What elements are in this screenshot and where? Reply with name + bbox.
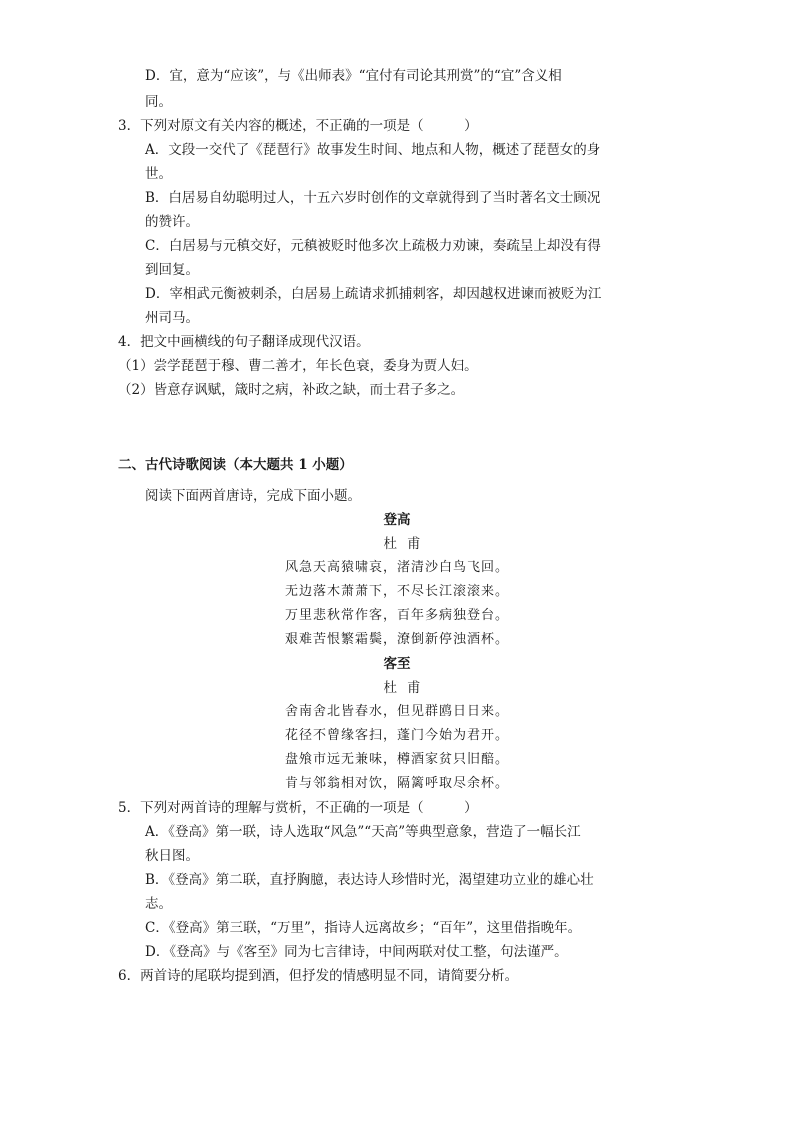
poem2-line: 盘飧市远无兼味，樽酒家贫只旧醅。 <box>284 752 509 767</box>
q2-option-d-cont: 同。 <box>145 94 172 110</box>
q5-option-b-cont: 志。 <box>145 896 172 912</box>
q5-option-b: B．《登高》第二联，直抒胸臆，表达诗人珍惜时光，渴望建功立业的雄心壮 <box>145 872 594 888</box>
q5-stem: 5．下列对两首诗的理解与赏析，不正确的一项是（ ） <box>118 800 478 816</box>
poem1-line: 艰难苦恨繁霜鬓，潦倒新停浊酒杯。 <box>284 632 509 647</box>
q5-option-d: D．《登高》与《客至》同为七言律诗，中间两联对仗工整，句法谨严。 <box>145 944 568 960</box>
q5-option-a-cont: 秋日图。 <box>145 848 199 864</box>
poem2-line: 花径不曾缘客扫，蓬门今始为君开。 <box>284 728 509 743</box>
poem1-line: 万里悲秋常作客，百年多病独登台。 <box>284 608 509 623</box>
section-intro: 阅读下面两首唐诗，完成下面小题。 <box>145 488 361 504</box>
q5-option-c: C．《登高》第三联，“万里”，指诗人远离故乡；“百年”，这里借指晚年。 <box>145 920 582 936</box>
q4-sentence-1: （1）尝学琵琶于穆、曹二善才，年长色衰，委身为贾人妇。 <box>118 358 478 374</box>
q3-option-c: C．白居易与元稹交好，元稹被贬时他多次上疏极力劝谏，奏疏呈上却没有得 <box>145 238 601 254</box>
poem1-line: 无边落木萧萧下，不尽长江滚滚来。 <box>284 584 509 599</box>
q4-sentence-2: （2）皆意存讽赋，箴时之病，补政之缺，而士君子多之。 <box>118 382 465 398</box>
q3-option-d-cont: 州司马。 <box>145 310 199 326</box>
q3-option-a-cont: 世。 <box>145 166 172 182</box>
q3-stem: 3．下列对原文有关内容的概述，不正确的一项是（ ） <box>118 118 478 134</box>
poem2-author: 杜甫 <box>383 680 431 696</box>
poem1-title: 登高 <box>383 512 411 528</box>
q3-option-c-cont: 到回复。 <box>145 262 199 278</box>
q3-option-a: A．文段一交代了《琵琶行》故事发生时间、地点和人物，概述了琵琶女的身 <box>145 142 601 158</box>
q5-option-a: A．《登高》第一联，诗人选取“风急”“天高”等典型意象，营造了一幅长江 <box>145 824 581 840</box>
poem1-line: 风急天高猿啸哀，渚清沙白鸟飞回。 <box>284 560 509 575</box>
poem2-line: 肯与邻翁相对饮，隔篱呼取尽余杯。 <box>284 776 509 791</box>
q3-option-d: D．宰相武元衡被刺杀，白居易上疏请求抓捕刺客，却因越权进谏而被贬为江 <box>145 286 602 302</box>
q2-option-d: D．宜，意为“应该”，与《出师表》“宜付有司论其刑赏”的“宜”含义相 <box>145 68 562 84</box>
poem2-title: 客至 <box>383 656 411 672</box>
q3-option-b: B．白居易自幼聪明过人，十五六岁时创作的文章就得到了当时著名文士顾况 <box>145 190 601 206</box>
poem2-line: 舍南舍北皆春水，但见群鸥日日来。 <box>284 704 509 719</box>
q6-stem: 6．两首诗的尾联均提到酒，但抒发的情感明显不同，请简要分析。 <box>118 968 519 984</box>
section-heading: 二、古代诗歌阅读（本大题共 1 小题） <box>118 457 353 473</box>
poem1-author: 杜甫 <box>383 536 431 552</box>
q4-stem: 4．把文中画横线的句子翻译成现代汉语。 <box>118 334 370 350</box>
q3-option-b-cont: 的赞许。 <box>145 214 199 230</box>
